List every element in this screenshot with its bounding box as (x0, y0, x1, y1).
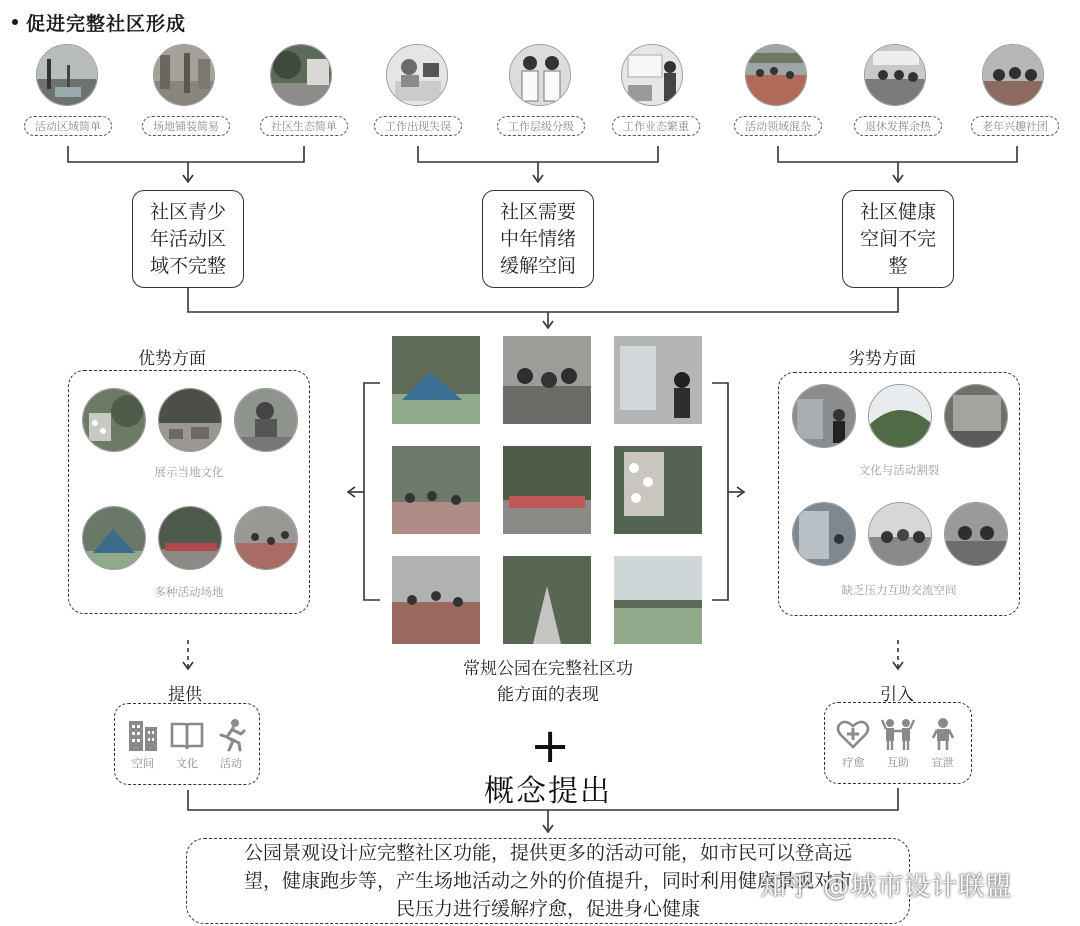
adv-photo-5 (158, 506, 222, 570)
problem-box-health (842, 190, 954, 288)
disadvantages-heading: 劣势方面 (848, 349, 916, 369)
dis-photo-6 (944, 502, 1008, 566)
dis-photo-4 (792, 502, 856, 566)
dis-photo-2 (868, 384, 932, 448)
tag-work-mistake: 工作出现失误 (374, 116, 462, 136)
grid-photo-path (503, 556, 591, 644)
watermark: 知乎 @城市设计联盟 (760, 872, 1013, 902)
people-help-icon (880, 716, 916, 752)
provide-panel (114, 703, 260, 785)
adv-photo-2 (158, 388, 222, 452)
plus-sign: + (530, 718, 571, 774)
tag-retirement: 退休发挥余热 (854, 116, 942, 136)
conclusion-line: 民压力进行缓解疗愈，促进身心健康 (395, 898, 700, 920)
introduce-label: 宣泄 (931, 756, 954, 769)
conclusion-line: 公园景观设计应完整社区功能，提供更多的活动可能，如市民可以登高远 (243, 842, 852, 864)
photo-work-mistake (386, 44, 448, 106)
grid-photo-culture-wall (614, 446, 702, 534)
grid-photo-tent (392, 336, 480, 424)
introduce-panel (824, 702, 972, 784)
problem-line: 域不完整 (149, 254, 226, 277)
problem-box-youth (132, 190, 244, 288)
tag-work-level: 工作层级分级 (497, 116, 585, 136)
problem-line: 社区青少 (149, 200, 226, 223)
tag-ecology: 社区生态简单 (260, 116, 348, 136)
book-icon (169, 717, 205, 753)
heart-plus-icon (835, 716, 871, 752)
adv-photo-6 (234, 506, 298, 570)
problem-box-middle-age (482, 190, 594, 288)
adv-photo-1 (82, 388, 146, 452)
grid-photo-dance (503, 446, 591, 534)
provide-label: 文化 (176, 757, 198, 770)
problem-line: 社区需要 (499, 200, 576, 223)
tag-work-heavy: 工作业态繁重 (612, 116, 700, 136)
problem-line: 中年情绪 (499, 227, 576, 250)
advantages-caption-2: 多种活动场地 (154, 585, 224, 599)
provide-item-activity (211, 717, 251, 771)
dis-photo-3 (944, 384, 1008, 448)
disadvantages-caption-1: 文化与活动割裂 (858, 463, 940, 477)
photo-ecology (270, 44, 332, 106)
grid-photo-signboard (614, 336, 702, 424)
center-caption (420, 656, 676, 708)
advantages-caption-1: 展示当地文化 (154, 465, 224, 479)
advantages-heading: 优势方面 (138, 349, 206, 369)
provide-item-space (123, 717, 163, 771)
introduce-item-mutual-help (878, 716, 918, 770)
photo-work-level (509, 44, 571, 106)
adv-photo-3 (234, 388, 298, 452)
running-person-icon (213, 717, 249, 753)
photo-work-heavy (621, 44, 683, 106)
title-bullet-icon (12, 19, 18, 25)
tag-mixed-activity: 活动领域混杂 (734, 116, 822, 136)
provide-heading: 提供 (168, 685, 202, 705)
center-caption-line: 能方面的表现 (497, 685, 599, 705)
disadvantages-caption-2: 缺乏压力互助交流空间 (841, 583, 957, 597)
tag-activity-area: 活动区域简单 (24, 116, 112, 136)
problem-line: 整 (888, 254, 908, 277)
grid-photo-square (392, 446, 480, 534)
problem-line: 年活动区 (149, 227, 226, 250)
building-icon (125, 717, 161, 753)
photo-activity-area (36, 44, 98, 106)
person-vent-icon (925, 716, 961, 752)
provide-item-culture (167, 717, 207, 771)
introduce-item-vent (923, 716, 963, 770)
concept-title: 概念提出 (484, 774, 612, 809)
center-caption-line: 常规公园在完整社区功 (463, 659, 633, 679)
photo-paving (153, 44, 215, 106)
tag-paving: 场地铺装简易 (142, 116, 230, 136)
photo-mixed-activity (745, 44, 807, 106)
conclusion-line: 望，健康跑步等，产生场地活动之外的价值提升，同时利用健康景观对市 (243, 870, 852, 892)
adv-photo-4 (82, 506, 146, 570)
grid-photo-field (614, 556, 702, 644)
dis-photo-1 (792, 384, 856, 448)
grid-photo-kids (392, 556, 480, 644)
photo-elderly-club (982, 44, 1044, 106)
problem-line: 缓解空间 (499, 254, 576, 277)
provide-label: 活动 (220, 757, 242, 770)
dis-photo-5 (868, 502, 932, 566)
introduce-heading: 引入 (880, 685, 914, 705)
problem-line: 空间不完 (859, 227, 936, 250)
page-title (12, 9, 186, 36)
photo-retirement (864, 44, 926, 106)
introduce-label: 疗愈 (842, 756, 865, 769)
introduce-label: 互助 (886, 756, 909, 769)
tag-elderly-club: 老年兴趣社团 (971, 116, 1059, 136)
page-title-text: 促进完整社区形成 (26, 13, 187, 35)
provide-label: 空间 (132, 757, 154, 770)
problem-line: 社区健康 (859, 200, 936, 223)
introduce-item-healing (833, 716, 873, 770)
grid-photo-gathering (503, 336, 591, 424)
